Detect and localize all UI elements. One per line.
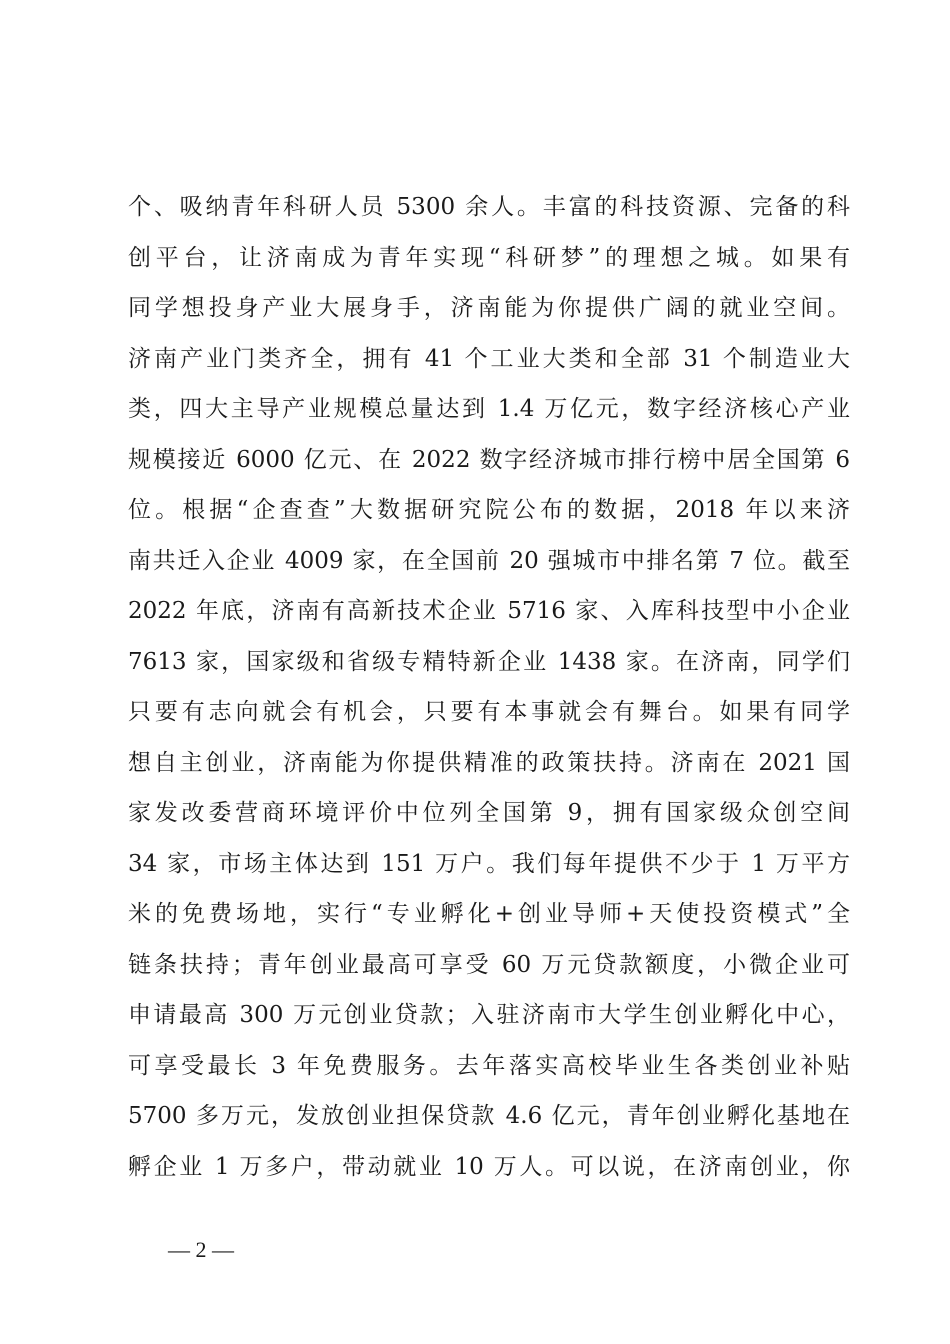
text-line: 规模接近 6000 亿元、在 2022 数字经济城市排行榜中居全国第 6 <box>128 446 850 473</box>
body-text <box>128 182 850 1192</box>
text-line: 创平台，让济南成为青年实现“科研梦”的理想之城。如果有 <box>128 244 850 271</box>
text-line: 类，四大主导产业规模总量达到 1.4 万亿元，数字经济核心产业 <box>128 396 850 422</box>
text-line: 南共迁入企业 4009 家，在全国前 20 强城市中排名第 7 位。截至 <box>128 547 850 574</box>
text-line: 想自主创业，济南能为你提供精准的政策扶持。济南在 2021 国 <box>128 749 850 776</box>
text-line: 同学想投身产业大展身手，济南能为你提供广阔的就业空间。 <box>128 295 850 321</box>
text-line: 个、吸纳青年科研人员 5300 余人。丰富的科技资源、完备的科 <box>128 194 850 220</box>
text-line: 7613 家，国家级和省级专精特新企业 1438 家。在济南，同学们 <box>128 648 850 675</box>
text-line: 申请最高 300 万元创业贷款；入驻济南市大学生创业孵化中心， <box>128 1002 850 1028</box>
text-line: 家发改委营商环境评价中位列全国第 9，拥有国家级众创空间 <box>128 800 850 826</box>
text-line: 2022 年底，济南有高新技术企业 5716 家、入库科技型中小企业 <box>128 598 850 624</box>
text-line: 位。根据“企查查”大数据研究院公布的数据，2018 年以来济 <box>128 497 850 523</box>
text-line: 34 家，市场主体达到 151 万户。我们每年提供不少于 1 万平方 <box>128 850 850 877</box>
text-line: 5700 多万元，发放创业担保贷款 4.6 亿元，青年创业孵化基地在 <box>128 1103 850 1129</box>
text-line: 孵企业 1 万多户，带动就业 10 万人。可以说，在济南创业，你 <box>128 1153 850 1180</box>
text-line: 只要有志向就会有机会，只要有本事就会有舞台。如果有同学 <box>128 699 850 725</box>
text-line: 链条扶持；青年创业最高可享受 60 万元贷款额度，小微企业可 <box>128 951 850 978</box>
text-line: 济南产业门类齐全，拥有 41 个工业大类和全部 31 个制造业大 <box>128 345 850 372</box>
text-line: 可享受最长 3 年免费服务。去年落实高校毕业生各类创业补贴 <box>128 1052 850 1079</box>
text-line: 米的免费场地，实行“专业孵化+创业导师+天使投资模式”全 <box>128 901 850 927</box>
page-number: — 2 — <box>168 1237 234 1262</box>
